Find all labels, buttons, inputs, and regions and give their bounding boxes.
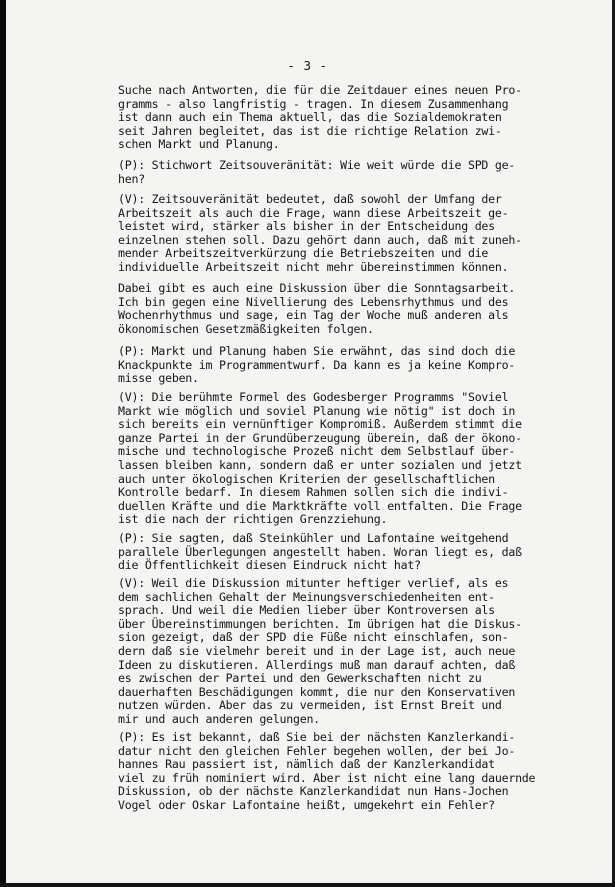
paragraph-7: (P): Sie sagten, daß Steinkühler und Lafontaine weitgehend parallele Überlegungen angestellt haben. Woran liegt es, daß die Öffentlichkeit diesen Eindruck nicht hat? xyxy=(118,532,522,573)
paragraph-2: (P): Stichwort Zeitsouveränität: Wie weit würde die SPD ge- hen? xyxy=(118,159,516,186)
paragraph-5: (P): Markt und Planung haben Sie erwähnt, das sind doch die Knackpunkte im Programmentwurf. Da kann es ja keine Kompro- misse geben. xyxy=(118,345,516,386)
page-number: - 3 - xyxy=(287,58,328,73)
paragraph-6: (V): Die berühmte Formel des Godesberger Programms "Soviel Markt wie möglich und soviel Planung wie nötig" ist doch in sich bereits ein vernünftiger Kompromiß. Außerdem stimmt die ganze Partei in der Grundüberzeugung überein, daß der ökono- mische und technologische Prozeß nicht dem Selbstlauf über- lassen bleiben kann, sondern daß er unter sozialen und jetzt auch unter ökologischen Kriterien der gesellschaftlichen Kontrolle bedarf. In diesem Rahmen sollen sich die indivi- duellen Kräfte und die Marktkräfte voll entfalten. Die Frage ist die nach der richtigen Grenzziehung. xyxy=(118,391,522,527)
paragraph-9: (P): Es ist bekannt, daß Sie bei der nächsten Kanzlerkandi- datur nicht den gleichen Fehler begehen wollen, der bei Jo- hannes Rau passiert ist, nämlich daß der Kanzlerkandidat viel zu früh nominiert wird. Aber ist nicht eine lang dauernde Diskussion, ob der nächste Kanzlerkandidat nun Hans-Jochen Vogel oder Oskar Lafontaine heißt, umgekehrt ein Fehler? xyxy=(118,731,536,812)
paragraph-8: (V): Weil die Diskussion mitunter heftiger verlief, als es dem sachlichen Gehalt der Meinungsverschiedenheiten ent- sprach. Und weil die Medien lieber über Kontroversen als über Übereinstimmungen berichten. Im übrigen hat die Diskus- sion gezeigt, daß der SPD die Füße nicht einschlafen, son- dern daß sie vielmehr bereit und in der Lage ist, auch neue Ideen zu diskutieren. Allerdings muß man darauf achten, daß es zwischen der Partei und den Gewerkschaften nicht zu dauerhaften Beschädigungen kommt, die nur den Konservativen nutzen würden. Aber das zu vermeiden, ist Ernst Breit und mir und auch anderen gelungen. xyxy=(118,577,522,726)
paragraph-1: Suche nach Antworten, die für die Zeitdauer eines neuen Pro- gramms - also langfristig - tragen. In diesem Zusammenhang ist dann auch ein Thema aktuell, das die Sozialdemokraten seit Jahren begleitet, das ist die richtige Relation zwi- schen Markt und Planung. xyxy=(118,84,522,152)
paragraph-3: (V): Zeitsouveränität bedeutet, daß sowohl der Umfang der Arbeitszeit als auch die Frage, wann diese Arbeitszeit ge- leistet wird, stärker als bisher in der Entscheidung des einzelnen stehen soll. Dazu gehört dann auch, daß mit zuneh- mender Arbeitszeitverkürzung die Betriebszeiten und die individuelle Arbeitszeit nicht mehr übereinstimmen können. xyxy=(118,193,522,274)
paragraph-4: Dabei gibt es auch eine Diskussion über die Sonntagsarbeit. Ich bin gegen eine Nivellierung des Lebensrhythmus und des Wochenrhythmus und sage, ein Tag der Woche muß anderen als ökonomischen Gesetzmäßigkeiten folgen. xyxy=(118,282,516,336)
